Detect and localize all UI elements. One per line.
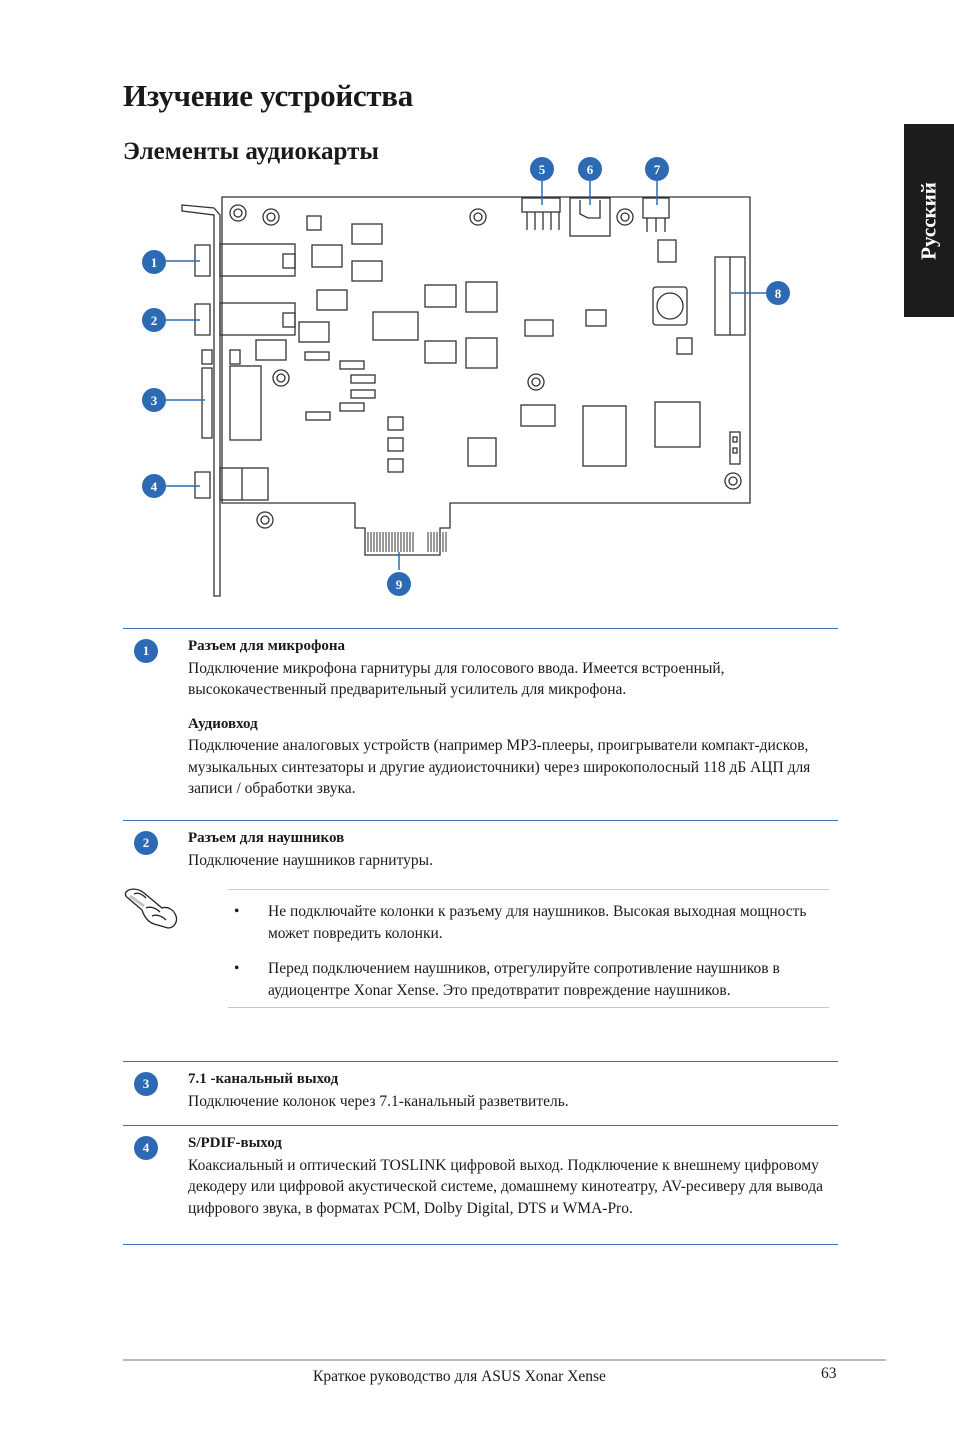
item-3-text: Подключение колонок через 7.1-канальный разветвитель. (188, 1092, 569, 1110)
spdif-connector (220, 468, 268, 500)
item-2-text: Подключение наушников гарнитуры. (188, 851, 433, 869)
callout-3-label: 3 (150, 393, 158, 408)
item-2-title: Разъем для наушников (188, 830, 345, 846)
bullet-marker: • (234, 960, 240, 977)
item-badge-1: 1 (134, 639, 158, 663)
pcie-connector (368, 532, 446, 552)
section-divider (123, 1125, 838, 1126)
language-tab-label: Русский (916, 181, 941, 260)
mic-jack (220, 244, 295, 276)
note-box (228, 889, 829, 1008)
section-divider (123, 1244, 838, 1245)
note-bullet-2: • Перед подключением наушников, отрегулируйте сопротивление наушников в аудиоцентре Xonar Xense. Это предотвратит повреждение наушников. (234, 960, 780, 999)
headphone-jack (220, 303, 295, 335)
section-title: Элементы аудиокарты (123, 138, 379, 165)
callout-4-label: 4 (150, 479, 158, 494)
item-4-title: S/PDIF-выход (188, 1135, 282, 1151)
sound-card-diagram (0, 0, 954, 620)
item-2 (188, 828, 833, 871)
page-title: Изучение устройства (123, 78, 413, 113)
section-divider (123, 1061, 838, 1062)
callout-9-label: 9 (395, 577, 403, 592)
pcb-outline (222, 197, 750, 555)
item-1 (188, 636, 833, 800)
footer-rule (123, 1359, 886, 1361)
item-1-title: Разъем для микрофона (188, 638, 346, 654)
note-bullet-1: • Не подключайте колонки к разъему для наушников. Высокая выходная мощность может повредить колонки. (234, 903, 807, 942)
section-divider (123, 820, 838, 821)
item-1-text2: Подключение аналоговых устройств (например MP3-плееры, проигрыватели компакт-дисков, музыкальных синтезаторы и другие аудиоисточники) через широкополосный 118 дБ АЦП для записи / обработки звука. (188, 737, 811, 797)
item-badge-3: 3 (134, 1072, 158, 1096)
front-panel-header (522, 198, 560, 212)
bullet-marker: • (234, 903, 240, 920)
hand-note-icon (124, 884, 182, 932)
callout-6-label: 6 (586, 162, 594, 177)
item-badge-4: 4 (134, 1136, 158, 1160)
item-1-text: Подключение микрофона гарнитуры для голосового ввода. Имеется встроенный, высококачественный предварительный усилитель для микрофона. (188, 659, 725, 698)
diagram-callouts (142, 157, 790, 596)
callout-5-label: 5 (538, 162, 546, 177)
item-4-text: Коаксиальный и оптический TOSLINK цифровой выход. Подключение к внешнему цифровому декодеру или цифровой акустической системе, домашнему кинотеатру, AV-ресиверу для вывода цифрового звука, в форматах PCM, Dolby Digital, DTS и WMA-Pro. (188, 1156, 824, 1217)
multichannel-connector (230, 366, 261, 440)
item-4 (188, 1133, 833, 1219)
callout-8-label: 8 (774, 286, 782, 301)
item-3-title: 7.1 -канальный выход (188, 1071, 339, 1087)
item-badge-2: 2 (134, 831, 158, 855)
power-connector (643, 198, 669, 218)
callout-7-label: 7 (653, 162, 661, 177)
section-divider (123, 628, 838, 629)
page-number: 63 (821, 1365, 837, 1382)
callout-2-label: 2 (150, 313, 158, 328)
item-1-title2: Аудиовход (188, 715, 258, 732)
footer-text: Краткое руководство для ASUS Xonar Xense (313, 1368, 606, 1385)
callout-1-label: 1 (150, 255, 158, 270)
item-3 (188, 1069, 833, 1112)
